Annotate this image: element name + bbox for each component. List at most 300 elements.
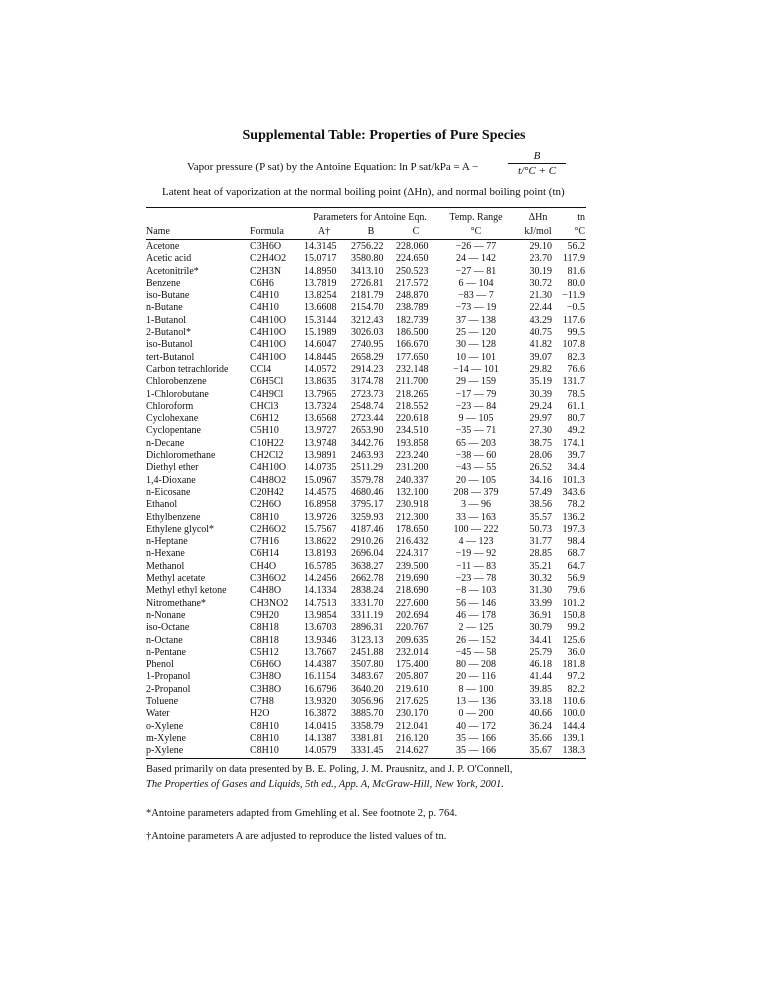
antoine-c: 231.200 bbox=[396, 462, 429, 474]
table-row bbox=[146, 425, 586, 437]
species-name: Benzene bbox=[146, 277, 181, 289]
header-temp-unit: °C bbox=[470, 226, 482, 237]
table-row bbox=[146, 536, 586, 548]
antoine-b: 3413.10 bbox=[351, 265, 384, 277]
latent-heat: 35.19 bbox=[529, 376, 552, 388]
antoine-a: 14.0735 bbox=[304, 462, 337, 474]
antoine-a: 14.4387 bbox=[304, 659, 337, 671]
species-formula: C3H8O bbox=[250, 671, 282, 683]
antoine-b: 2463.93 bbox=[351, 450, 384, 462]
temp-range: 20 — 116 bbox=[456, 671, 496, 683]
boiling-point: 144.4 bbox=[562, 720, 585, 732]
boiling-point: 101.2 bbox=[562, 597, 585, 609]
antoine-a: 16.6796 bbox=[304, 683, 337, 695]
temp-range: −83 — 7 bbox=[458, 290, 494, 302]
antoine-c: 218.265 bbox=[396, 388, 429, 400]
antoine-c: 182.739 bbox=[396, 314, 429, 326]
species-name: Cyclopentane bbox=[146, 425, 201, 437]
antoine-a: 13.8635 bbox=[304, 376, 337, 388]
latent-heat: 31.30 bbox=[529, 585, 552, 597]
temp-range: 4 — 123 bbox=[458, 536, 494, 548]
table-row bbox=[146, 598, 586, 610]
antoine-b: 3483.67 bbox=[351, 671, 384, 683]
temp-range: 20 — 105 bbox=[456, 474, 496, 486]
antoine-a: 13.9891 bbox=[304, 450, 337, 462]
species-name: n-Pentane bbox=[146, 646, 186, 658]
latent-heat: 30.79 bbox=[529, 622, 552, 634]
antoine-c: 248.870 bbox=[396, 290, 429, 302]
boiling-point: 56.9 bbox=[567, 573, 585, 585]
antoine-b: 3507.80 bbox=[351, 659, 384, 671]
latent-heat: 30.32 bbox=[529, 573, 552, 585]
temp-range: −23 — 84 bbox=[455, 400, 497, 412]
species-name: o-Xylene bbox=[146, 720, 184, 732]
antoine-c: 216.432 bbox=[396, 536, 429, 548]
temp-range: −27 — 81 bbox=[455, 265, 497, 277]
latent-heat: 23.70 bbox=[529, 253, 552, 265]
antoine-b: 2838.24 bbox=[351, 585, 384, 597]
antoine-a: 13.8254 bbox=[304, 290, 337, 302]
species-name: iso-Butanol bbox=[146, 339, 193, 351]
temp-range: −19 — 92 bbox=[455, 548, 497, 560]
header-formula: Formula bbox=[250, 226, 284, 237]
boiling-point: −0.5 bbox=[566, 302, 585, 314]
header-a: A† bbox=[317, 226, 331, 237]
species-table-body bbox=[146, 241, 586, 757]
boiling-point: 81.6 bbox=[567, 265, 585, 277]
antoine-adjusted-note: †Antoine parameters A are adjusted to reproduce the listed values of tn. bbox=[146, 831, 447, 842]
antoine-a: 13.7819 bbox=[304, 277, 337, 289]
latent-heat: 22.44 bbox=[529, 302, 552, 314]
antoine-b: 3442.76 bbox=[351, 437, 384, 449]
species-formula: C8H10 bbox=[250, 720, 279, 732]
species-formula: C4H10O bbox=[250, 339, 287, 351]
boiling-point: 150.8 bbox=[562, 609, 585, 621]
antoine-b: 2548.74 bbox=[351, 400, 384, 412]
antoine-c: 219.690 bbox=[396, 573, 429, 585]
species-formula: C2H3N bbox=[250, 265, 282, 277]
species-name: Ethanol bbox=[146, 499, 178, 511]
species-formula: C6H5Cl bbox=[250, 376, 284, 388]
species-name: Acetic acid bbox=[146, 253, 192, 265]
species-name: m-Xylene bbox=[146, 732, 186, 744]
species-name: 2-Butanol* bbox=[146, 327, 191, 339]
table-row bbox=[146, 733, 586, 745]
table-row bbox=[146, 450, 586, 462]
latent-heat: 50.73 bbox=[529, 523, 552, 535]
species-formula: C4H10 bbox=[250, 290, 279, 302]
temp-range: −14 — 101 bbox=[453, 363, 499, 375]
table-row bbox=[146, 745, 586, 757]
antoine-b: 2896.31 bbox=[351, 622, 384, 634]
header-b: B bbox=[367, 226, 375, 237]
antoine-a: 14.1334 bbox=[304, 585, 337, 597]
boiling-point: 64.7 bbox=[567, 560, 585, 572]
antoine-a: 14.8445 bbox=[304, 351, 337, 363]
species-formula: C6H6O bbox=[250, 659, 282, 671]
antoine-adapted-note: *Antoine parameters adapted from Gmehling et al. See footnote 2, p. 764. bbox=[146, 808, 458, 819]
temp-range: −26 — 77 bbox=[455, 241, 497, 252]
header-name: Name bbox=[146, 226, 170, 237]
antoine-b: 3123.13 bbox=[351, 634, 384, 646]
temp-range: 25 — 120 bbox=[456, 327, 496, 339]
boiling-point: 39.7 bbox=[567, 450, 585, 462]
table-row bbox=[146, 376, 586, 388]
antoine-a: 14.6047 bbox=[304, 339, 337, 351]
table-row bbox=[146, 315, 586, 327]
species-formula: C4H10O bbox=[250, 327, 287, 339]
antoine-c: 217.625 bbox=[396, 695, 429, 707]
species-formula: C6H12 bbox=[250, 413, 279, 425]
antoine-b: 2740.95 bbox=[351, 339, 384, 351]
species-formula: C4H10 bbox=[250, 302, 279, 314]
boiling-point: 197.3 bbox=[562, 523, 585, 535]
table-row bbox=[146, 352, 586, 364]
species-name: 1-Propanol bbox=[146, 671, 191, 683]
table-row bbox=[146, 302, 586, 314]
table-row bbox=[146, 266, 586, 278]
species-formula: C4H10O bbox=[250, 314, 287, 326]
temp-range: −38 — 60 bbox=[455, 450, 497, 462]
temp-range: 13 — 136 bbox=[456, 695, 496, 707]
table-row bbox=[146, 635, 586, 647]
latent-heat: 57.49 bbox=[529, 486, 552, 498]
species-formula: C6H14 bbox=[250, 548, 279, 560]
antoine-b: 3640.20 bbox=[351, 683, 384, 695]
species-name: Methyl acetate bbox=[146, 573, 206, 585]
antoine-a: 13.9748 bbox=[304, 437, 337, 449]
antoine-b: 2154.70 bbox=[351, 302, 384, 314]
temp-range: −43 — 55 bbox=[455, 462, 497, 474]
boiling-point: 34.4 bbox=[567, 462, 585, 474]
antoine-a: 13.9727 bbox=[304, 425, 337, 437]
temp-range: −45 — 58 bbox=[455, 646, 497, 658]
antoine-a: 16.3872 bbox=[304, 708, 337, 720]
table-row bbox=[146, 721, 586, 733]
antoine-c: 230.170 bbox=[396, 708, 429, 720]
table-row bbox=[146, 499, 586, 511]
species-name: Methyl ethyl ketone bbox=[146, 585, 227, 597]
table-row bbox=[146, 708, 586, 720]
antoine-b: 3331.70 bbox=[351, 597, 384, 609]
antoine-b: 3580.80 bbox=[351, 253, 384, 265]
species-formula: CHCl3 bbox=[250, 400, 279, 412]
species-formula: C2H6O bbox=[250, 499, 282, 511]
antoine-b: 3259.93 bbox=[351, 511, 384, 523]
species-formula: C8H10 bbox=[250, 745, 279, 757]
boiling-point: 136.2 bbox=[562, 511, 585, 523]
temp-range: 8 — 100 bbox=[458, 683, 494, 695]
latent-heat: 38.75 bbox=[529, 437, 552, 449]
boiling-point: 82.3 bbox=[567, 351, 585, 363]
latent-heat: 35.66 bbox=[529, 732, 552, 744]
species-name: iso-Butane bbox=[146, 290, 190, 302]
table-row bbox=[146, 684, 586, 696]
equation-fraction bbox=[508, 150, 566, 177]
antoine-c: 166.670 bbox=[396, 339, 429, 351]
species-name: Water bbox=[146, 708, 170, 720]
antoine-c: 212.300 bbox=[396, 511, 429, 523]
equation-denominator: t/°C + C bbox=[517, 165, 557, 177]
antoine-c: 193.858 bbox=[396, 437, 429, 449]
species-formula: C5H10 bbox=[250, 425, 279, 437]
antoine-a: 13.9726 bbox=[304, 511, 337, 523]
antoine-c: 220.767 bbox=[396, 622, 429, 634]
antoine-c: 205.807 bbox=[396, 671, 429, 683]
antoine-c: 186.500 bbox=[396, 327, 429, 339]
species-formula: CCl4 bbox=[250, 363, 272, 375]
table-row bbox=[146, 241, 586, 253]
species-formula: C9H20 bbox=[250, 609, 279, 621]
antoine-b: 2511.29 bbox=[351, 462, 384, 474]
table-row bbox=[146, 327, 586, 339]
latent-heat: 21.30 bbox=[529, 290, 552, 302]
table-row bbox=[146, 585, 586, 597]
antoine-b: 3358.79 bbox=[351, 720, 384, 732]
antoine-b: 2181.79 bbox=[351, 290, 384, 302]
species-name: 2-Propanol bbox=[146, 683, 191, 695]
boiling-point: 125.6 bbox=[562, 634, 585, 646]
species-name: Toluene bbox=[146, 695, 179, 707]
temp-range: 29 — 159 bbox=[456, 376, 496, 388]
antoine-a: 16.5785 bbox=[304, 560, 337, 572]
latent-heat: 28.85 bbox=[529, 548, 552, 560]
antoine-b: 3212.43 bbox=[351, 314, 384, 326]
antoine-a: 15.0717 bbox=[304, 253, 337, 265]
species-formula: C4H8O bbox=[250, 585, 282, 597]
latent-heat: 35.57 bbox=[529, 511, 552, 523]
antoine-b: 3579.78 bbox=[351, 474, 384, 486]
boiling-point: 68.7 bbox=[567, 548, 585, 560]
table-title: Supplemental Table: Properties of Pure Species bbox=[242, 128, 526, 143]
antoine-a: 13.6608 bbox=[304, 302, 337, 314]
species-formula: CH4O bbox=[250, 560, 277, 572]
boiling-point: 107.8 bbox=[562, 339, 585, 351]
antoine-c: 224.650 bbox=[396, 253, 429, 265]
table-row bbox=[146, 561, 586, 573]
temp-range: 40 — 172 bbox=[456, 720, 496, 732]
top-rule bbox=[146, 207, 586, 208]
antoine-a: 13.8622 bbox=[304, 536, 337, 548]
antoine-a: 15.0967 bbox=[304, 474, 337, 486]
header-c: C bbox=[412, 226, 420, 237]
latent-heat: 33.99 bbox=[529, 597, 552, 609]
species-formula: C4H9Cl bbox=[250, 388, 284, 400]
boiling-point: 82.2 bbox=[567, 683, 585, 695]
temp-range: 100 — 222 bbox=[453, 523, 499, 535]
antoine-b: 2662.78 bbox=[351, 573, 384, 585]
temp-range: −11 — 83 bbox=[455, 560, 497, 572]
antoine-c: 230.918 bbox=[396, 499, 429, 511]
antoine-a: 13.7965 bbox=[304, 388, 337, 400]
species-formula: C3H6O bbox=[250, 241, 282, 252]
header-rule bbox=[146, 239, 586, 240]
species-name: Cyclohexane bbox=[146, 413, 199, 425]
species-formula: C2H6O2 bbox=[250, 523, 287, 535]
temp-range: 9 — 105 bbox=[458, 413, 494, 425]
species-formula: C7H16 bbox=[250, 536, 279, 548]
species-name: n-Nonane bbox=[146, 609, 186, 621]
antoine-c: 178.650 bbox=[396, 523, 429, 535]
antoine-b: 2910.26 bbox=[351, 536, 384, 548]
antoine-b: 2726.81 bbox=[351, 277, 384, 289]
antoine-b: 2914.23 bbox=[351, 363, 384, 375]
antoine-equation bbox=[187, 150, 607, 184]
header-tn: tn bbox=[577, 212, 585, 223]
latent-heat: 40.66 bbox=[529, 708, 552, 720]
table-row bbox=[146, 462, 586, 474]
antoine-c: 214.627 bbox=[396, 745, 429, 757]
species-formula: C7H8 bbox=[250, 695, 274, 707]
antoine-a: 14.8950 bbox=[304, 265, 337, 277]
antoine-c: 217.572 bbox=[396, 277, 429, 289]
species-formula: CH3NO2 bbox=[250, 597, 289, 609]
antoine-a: 13.6568 bbox=[304, 413, 337, 425]
temp-range: 35 — 166 bbox=[456, 745, 496, 757]
temp-range: −8 — 103 bbox=[455, 585, 497, 597]
antoine-c: 232.014 bbox=[396, 646, 429, 658]
source-note-line2: The Properties of Gases and Liquids, 5th ed., App. A, McGraw-Hill, New York, 2001. bbox=[146, 779, 504, 790]
antoine-c: 224.317 bbox=[396, 548, 429, 560]
antoine-b: 2756.22 bbox=[351, 241, 384, 252]
table-row bbox=[146, 475, 586, 487]
temp-range: 3 — 96 bbox=[461, 499, 491, 511]
antoine-b: 2723.44 bbox=[351, 413, 384, 425]
boiling-point: 61.1 bbox=[567, 400, 585, 412]
species-name: Chloroform bbox=[146, 400, 194, 412]
antoine-a: 14.0415 bbox=[304, 720, 337, 732]
antoine-a: 14.4575 bbox=[304, 486, 337, 498]
antoine-a: 13.9854 bbox=[304, 609, 337, 621]
antoine-b: 2723.73 bbox=[351, 388, 384, 400]
latent-heat: 29.97 bbox=[529, 413, 552, 425]
latent-heat: 33.18 bbox=[529, 695, 552, 707]
antoine-a: 14.0579 bbox=[304, 745, 337, 757]
species-formula: C8H18 bbox=[250, 622, 279, 634]
boiling-point: 174.1 bbox=[562, 437, 585, 449]
temp-range: −35 — 71 bbox=[455, 425, 497, 437]
latent-heat: 36.91 bbox=[529, 609, 552, 621]
antoine-c: 218.552 bbox=[396, 400, 429, 412]
species-name: Ethylene glycol* bbox=[146, 523, 215, 535]
species-formula: C4H10O bbox=[250, 351, 287, 363]
latent-heat: 35.21 bbox=[529, 560, 552, 572]
antoine-b: 2653.90 bbox=[351, 425, 384, 437]
antoine-a: 13.7667 bbox=[304, 646, 337, 658]
antoine-b: 3174.78 bbox=[351, 376, 384, 388]
temp-range: 208 — 379 bbox=[453, 486, 499, 498]
temp-range: 35 — 166 bbox=[456, 732, 496, 744]
boiling-point: 80.0 bbox=[567, 277, 585, 289]
species-name: Ethylbenzene bbox=[146, 511, 201, 523]
species-formula: C3H8O bbox=[250, 683, 282, 695]
species-formula: C10H22 bbox=[250, 437, 284, 449]
latent-heat: 28.06 bbox=[529, 450, 552, 462]
antoine-c: 234.510 bbox=[396, 425, 429, 437]
species-name: n-Decane bbox=[146, 437, 185, 449]
species-formula: C4H8O2 bbox=[250, 474, 287, 486]
latent-heat: 31.77 bbox=[529, 536, 552, 548]
antoine-a: 13.7324 bbox=[304, 400, 337, 412]
latent-heat: 29.24 bbox=[529, 400, 552, 412]
table-row bbox=[146, 389, 586, 401]
antoine-a: 15.1989 bbox=[304, 327, 337, 339]
antoine-c: 250.523 bbox=[396, 265, 429, 277]
antoine-a: 15.3144 bbox=[304, 314, 337, 326]
temp-range: 10 — 101 bbox=[456, 351, 496, 363]
latent-heat: 30.19 bbox=[529, 265, 552, 277]
antoine-b: 3885.70 bbox=[351, 708, 384, 720]
temp-range: −23 — 78 bbox=[455, 573, 497, 585]
antoine-a: 16.8958 bbox=[304, 499, 337, 511]
latent-heat-caption: Latent heat of vaporization at the normal boiling point (ΔHn), and normal boiling point (tn) bbox=[162, 186, 565, 198]
boiling-point: 56.2 bbox=[567, 241, 585, 252]
latent-heat: 30.39 bbox=[529, 388, 552, 400]
latent-heat: 29.82 bbox=[529, 363, 552, 375]
header-temp-range: Temp. Range bbox=[449, 212, 503, 223]
species-name: tert-Butanol bbox=[146, 351, 195, 363]
antoine-b: 2658.29 bbox=[351, 351, 384, 363]
table-row bbox=[146, 290, 586, 302]
antoine-b: 3638.27 bbox=[351, 560, 384, 572]
species-name: Diethyl ether bbox=[146, 462, 199, 474]
antoine-c: 175.400 bbox=[396, 659, 429, 671]
table-row bbox=[146, 438, 586, 450]
latent-heat: 30.72 bbox=[529, 277, 552, 289]
latent-heat: 25.79 bbox=[529, 646, 552, 658]
boiling-point: 78.2 bbox=[567, 499, 585, 511]
species-formula: C2H4O2 bbox=[250, 253, 287, 265]
boiling-point: 79.6 bbox=[567, 585, 585, 597]
temp-range: 2 — 125 bbox=[458, 622, 494, 634]
temp-range: 6 — 104 bbox=[458, 277, 494, 289]
antoine-b: 3026.03 bbox=[351, 327, 384, 339]
species-name: 1-Chlorobutane bbox=[146, 388, 209, 400]
species-name: n-Hexane bbox=[146, 548, 185, 560]
boiling-point: 101.3 bbox=[562, 474, 585, 486]
antoine-c: 240.337 bbox=[396, 474, 429, 486]
latent-heat: 39.07 bbox=[529, 351, 552, 363]
boiling-point: −11.9 bbox=[562, 290, 585, 302]
latent-heat: 41.82 bbox=[529, 339, 552, 351]
species-formula: C8H10 bbox=[250, 511, 279, 523]
species-name: iso-Octane bbox=[146, 622, 190, 634]
temp-range: 24 — 142 bbox=[456, 253, 496, 265]
temp-range: −73 — 19 bbox=[455, 302, 497, 314]
antoine-b: 3056.96 bbox=[351, 695, 384, 707]
species-formula: C3H6O2 bbox=[250, 573, 287, 585]
boiling-point: 76.6 bbox=[567, 363, 585, 375]
boiling-point: 99.2 bbox=[567, 622, 585, 634]
latent-heat: 36.24 bbox=[529, 720, 552, 732]
species-name: n-Butane bbox=[146, 302, 183, 314]
species-formula: C20H42 bbox=[250, 486, 284, 498]
temp-range: 30 — 128 bbox=[456, 339, 496, 351]
boiling-point: 36.0 bbox=[567, 646, 585, 658]
table-row bbox=[146, 278, 586, 290]
antoine-c: 223.240 bbox=[396, 450, 429, 462]
species-name: Phenol bbox=[146, 659, 174, 671]
boiling-point: 80.7 bbox=[567, 413, 585, 425]
table-row bbox=[146, 671, 586, 683]
boiling-point: 97.2 bbox=[567, 671, 585, 683]
antoine-b: 2451.88 bbox=[351, 646, 384, 658]
table-row bbox=[146, 696, 586, 708]
antoine-c: 202.694 bbox=[396, 609, 429, 621]
antoine-b: 3331.45 bbox=[351, 745, 384, 757]
table-row bbox=[146, 647, 586, 659]
species-name: Dichloromethane bbox=[146, 450, 216, 462]
